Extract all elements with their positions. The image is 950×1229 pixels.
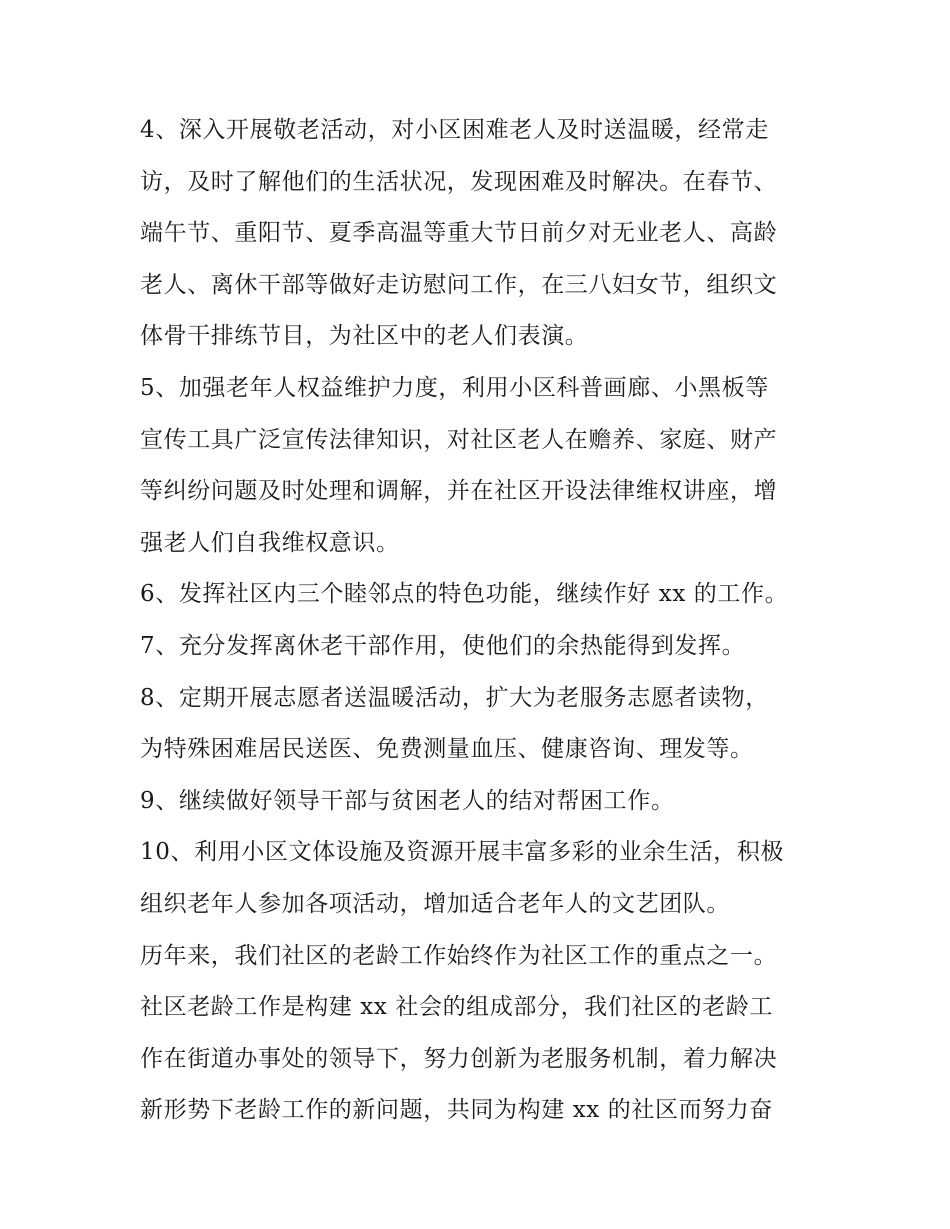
- text-line: 社区老龄工作是构建 xx 社会的组成部分，我们社区的老龄工: [140, 994, 773, 1021]
- text-line: 宣传工具广泛宣传法律知识，对社区老人在赡养、家庭、财产: [140, 426, 778, 453]
- text-line: 老人、离休干部等做好走访慰问工作，在三八妇女节，组织文: [140, 271, 778, 298]
- text-line: 10、利用小区文体设施及资源开展丰富多彩的业余生活，积极: [140, 839, 785, 866]
- text-line: 访，及时了解他们的生活状况，发现困难及时解决。在春节、: [140, 168, 778, 195]
- text-line: 等纠纷问题及时处理和调解，并在社区开设法律维权讲座，增: [140, 478, 778, 505]
- text-line: 强老人们自我维权意识。: [140, 529, 400, 556]
- text-line: 为特殊困难居民送医、免费测量血压、健康咨询、理发等。: [140, 736, 754, 763]
- text-line: 9、继续做好领导干部与贫困老人的结对帮困工作。: [140, 787, 675, 814]
- document-body: [140, 105, 820, 1137]
- text-line: 8、定期开展志愿者送温暖活动，扩大为老服务志愿者读物，: [140, 684, 769, 711]
- text-line: 新形势下老龄工作的新问题，共同为构建 xx 的社区而努力奋: [140, 1097, 773, 1124]
- text-line: 6、发挥社区内三个睦邻点的特色功能，继续作好 xx 的工作。: [140, 581, 789, 608]
- text-line: 作在街道办事处的领导下，努力创新为老服务机制，着力解决: [140, 1045, 778, 1072]
- text-line: 历年来，我们社区的老龄工作始终作为社区工作的重点之一。: [140, 942, 778, 969]
- text-line: 组织老年人参加各项活动，增加适合老年人的文艺团队。: [140, 890, 730, 917]
- text-line: 端午节、重阳节、夏季高温等重大节日前夕对无业老人、高龄: [140, 220, 778, 247]
- text-line: 7、充分发挥离休老干部作用，使他们的余热能得到发挥。: [140, 632, 746, 659]
- text-line: 体骨干排练节目，为社区中的老人们表演。: [140, 323, 589, 350]
- text-line: 4、深入开展敬老活动，对小区困难老人及时送温暖，经常走: [140, 117, 769, 143]
- text-line: 5、加强老年人权益维护力度，利用小区科普画廊、小黑板等: [140, 374, 769, 401]
